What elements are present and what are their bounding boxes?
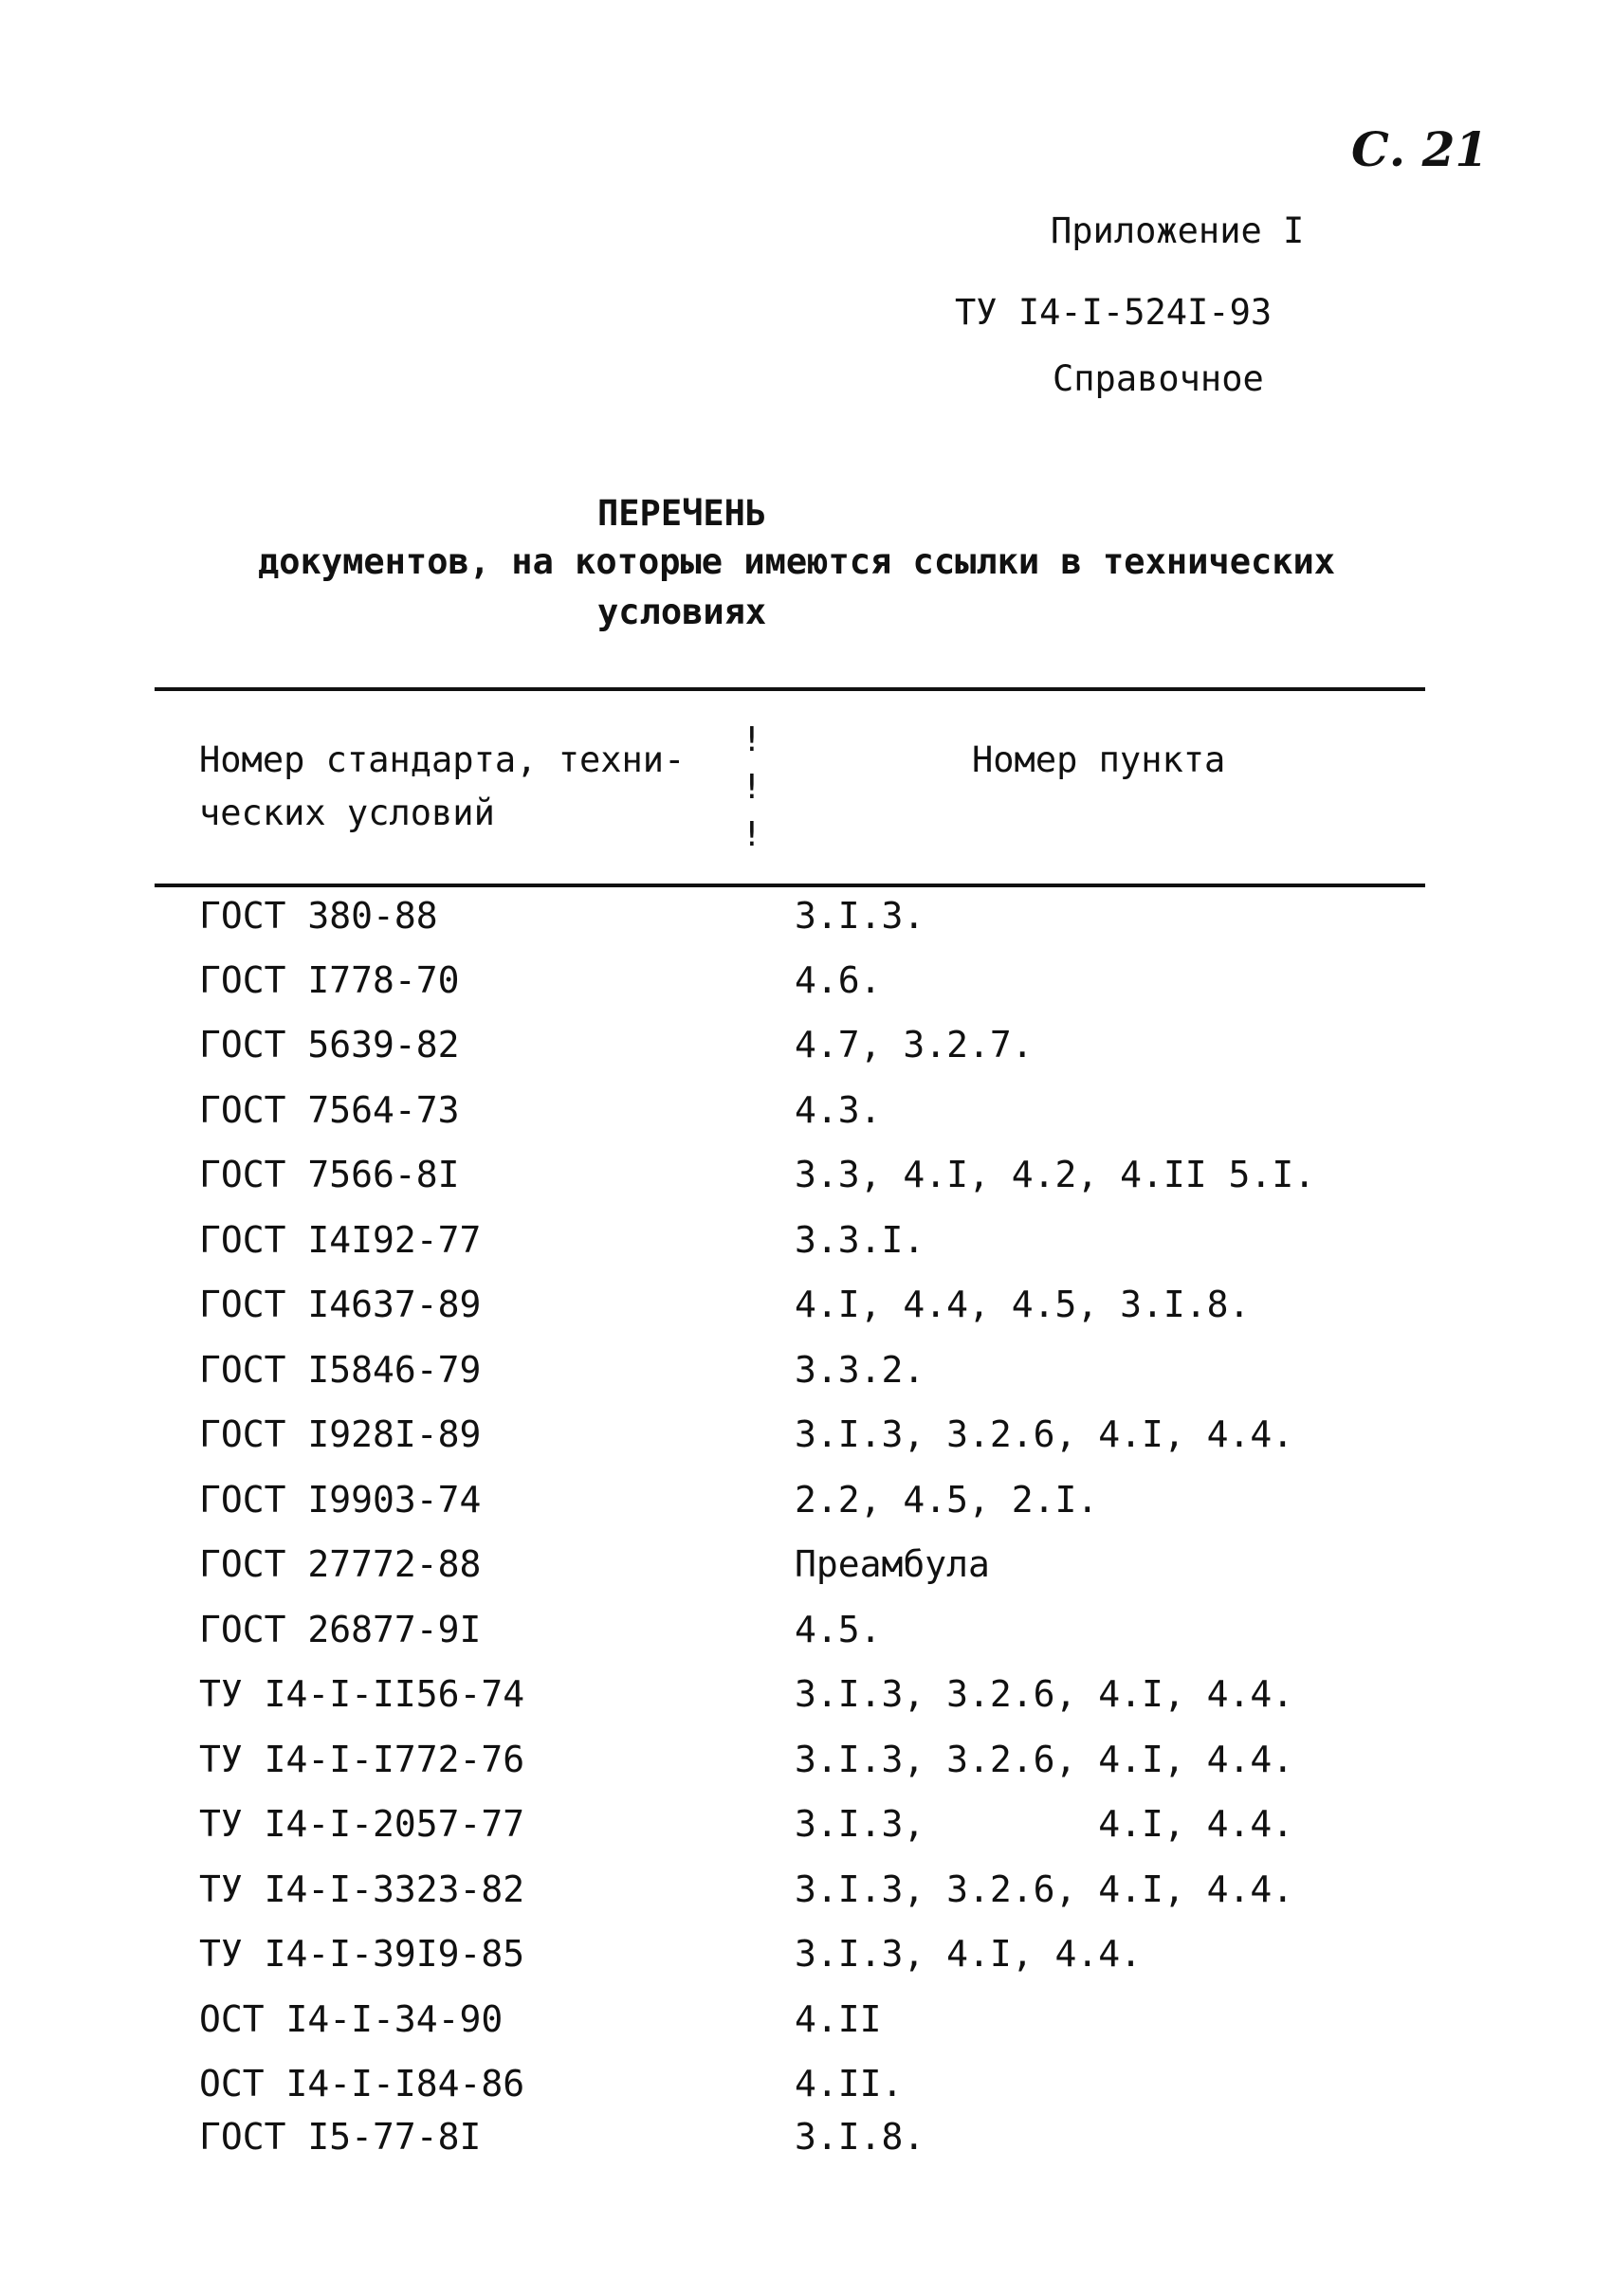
table-row (0, 2116, 1612, 2180)
clause-numbers: 4.II (795, 1998, 882, 2040)
table-row (0, 1284, 1612, 1348)
document-number: ГОСТ 380-88 (199, 895, 438, 937)
document-number: ГОСТ I9903-74 (199, 1479, 482, 1521)
document-number: ГОСТ I5-77-8I (199, 2116, 482, 2158)
document-number: ТУ I4-I-39I9-85 (199, 1933, 525, 1975)
table-row (0, 1609, 1612, 1673)
col-doc-header-line2: ческих условий (199, 793, 495, 833)
document-number: ГОСТ I4I92-77 (199, 1219, 482, 1261)
list-subtitle-end: условиях (597, 592, 767, 632)
document-number: ОСТ I4-I-I84-86 (199, 2063, 525, 2105)
table-row (0, 1868, 1612, 1933)
table-row (0, 1089, 1612, 1154)
document-number: ГОСТ 7564-73 (199, 1089, 460, 1131)
document-number: ГОСТ 7566-8I (199, 1154, 460, 1195)
table-row (0, 1479, 1612, 1543)
document-number: ОСТ I4-I-34-90 (199, 1998, 504, 2040)
page-number: С. 21 (1351, 121, 1489, 177)
list-subtitle: документов, на которые имеются ссылки в технических (258, 541, 1336, 582)
document-number: ГОСТ I5846-79 (199, 1349, 482, 1391)
table-row (0, 1803, 1612, 1868)
clause-numbers: 4.7, 3.2.7. (795, 1024, 1034, 1066)
clause-numbers: 4.I, 4.4, 4.5, 3.I.8. (795, 1284, 1251, 1325)
table-row (0, 895, 1612, 959)
table-header-rule (155, 884, 1425, 887)
table-row (0, 1349, 1612, 1413)
column-separator: ! (742, 768, 762, 807)
clause-numbers: 3.I.3, 4.I, 4.4. (795, 1803, 1294, 1845)
col-doc-header-line1: Номер стандарта, техни- (199, 739, 686, 780)
clause-numbers: 3.I.3, 3.2.6, 4.I, 4.4. (795, 1868, 1294, 1910)
col-doc-header (199, 734, 685, 840)
table-row (0, 959, 1612, 1024)
clause-numbers: 3.I.8. (795, 2116, 925, 2158)
clause-numbers: 3.I.3, 3.2.6, 4.I, 4.4. (795, 1413, 1294, 1455)
table-row (0, 1219, 1612, 1284)
table-row (0, 1933, 1612, 1997)
column-separator: ! (742, 815, 762, 854)
table-row (0, 1154, 1612, 1218)
spec-number: ТУ I4-I-524I-93 (955, 292, 1273, 333)
list-title: ПЕРЕЧЕНЬ (597, 493, 767, 534)
clause-numbers: 4.3. (795, 1089, 882, 1131)
clause-numbers: 3.I.3, 4.I, 4.4. (795, 1933, 1143, 1975)
document-number: ТУ I4-I-3323-82 (199, 1868, 525, 1910)
clause-numbers: 3.3.2. (795, 1349, 925, 1391)
appendix-label: Приложение I (1051, 210, 1305, 251)
table-row (0, 1739, 1612, 1803)
clause-numbers: 4.II. (795, 2063, 904, 2105)
clause-numbers: Преамбула (795, 1543, 990, 1585)
column-separator: ! (742, 720, 762, 759)
table-row (0, 1024, 1612, 1088)
col-points-header: Номер пункта (972, 739, 1226, 780)
document-number: ГОСТ I778-70 (199, 959, 460, 1001)
document-number: ГОСТ I928I-89 (199, 1413, 482, 1455)
table-row (0, 1673, 1612, 1738)
clause-numbers: 3.I.3, 3.2.6, 4.I, 4.4. (795, 1673, 1294, 1715)
clause-numbers: 4.6. (795, 959, 882, 1001)
table-row (0, 1543, 1612, 1608)
reference-kind: Справочное (1053, 358, 1264, 399)
table-top-rule (155, 687, 1425, 691)
clause-numbers: 3.I.3. (795, 895, 925, 937)
clause-numbers: 3.3.I. (795, 1219, 925, 1261)
document-number: ГОСТ I4637-89 (199, 1284, 482, 1325)
document-number: ТУ I4-I-I772-76 (199, 1739, 525, 1780)
clause-numbers: 3.I.3, 3.2.6, 4.I, 4.4. (795, 1739, 1294, 1780)
document-number: ГОСТ 27772-88 (199, 1543, 482, 1585)
table-row (0, 1413, 1612, 1478)
document-number: ТУ I4-I-2057-77 (199, 1803, 525, 1845)
table-row (0, 1998, 1612, 2063)
clause-numbers: 4.5. (795, 1609, 882, 1650)
document-number: ТУ I4-I-II56-74 (199, 1673, 525, 1715)
clause-numbers: 2.2, 4.5, 2.I. (795, 1479, 1099, 1521)
document-number: ГОСТ 26877-9I (199, 1609, 482, 1650)
document-number: ГОСТ 5639-82 (199, 1024, 460, 1066)
clause-numbers: 3.3, 4.I, 4.2, 4.II 5.I. (795, 1154, 1316, 1195)
